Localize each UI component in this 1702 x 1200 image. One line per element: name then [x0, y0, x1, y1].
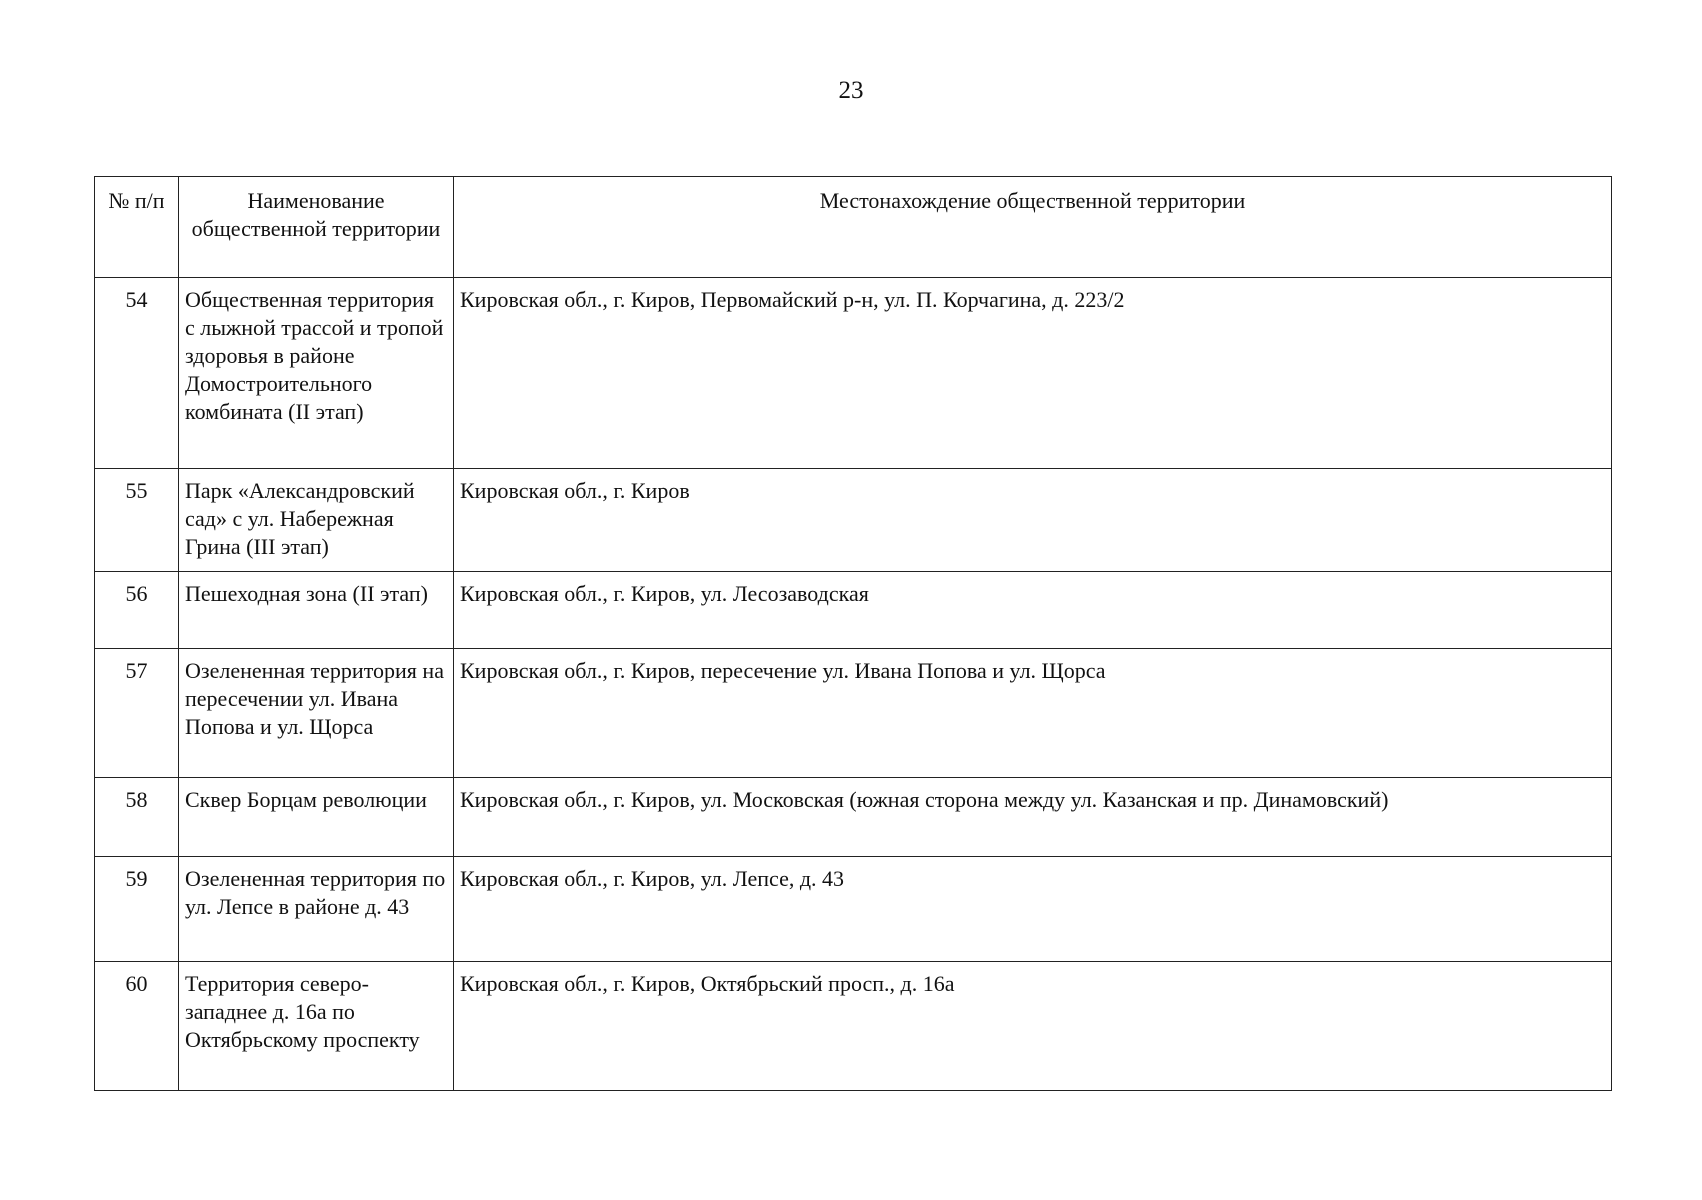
row-number: 58	[95, 778, 179, 857]
row-name: Пешеходная зона (II этап)	[179, 572, 454, 649]
table-row	[95, 962, 1612, 1091]
row-location: Кировская обл., г. Киров, ул. Московская (южная сторона между ул. Казанская и пр. Динамовский)	[454, 778, 1612, 857]
row-number: 56	[95, 572, 179, 649]
table-row	[95, 572, 1612, 649]
row-location: Кировская обл., г. Киров, Октябрьский просп., д. 16а	[454, 962, 1612, 1091]
row-name: Территория северо-западнее д. 16а по Октябрьскому проспекту	[179, 962, 454, 1091]
row-name: Парк «Александровский сад» с ул. Набережная Грина (III этап)	[179, 469, 454, 572]
row-number: 59	[95, 857, 179, 962]
row-location: Кировская обл., г. Киров, пересечение ул. Ивана Попова и ул. Щорса	[454, 649, 1612, 778]
row-number: 55	[95, 469, 179, 572]
page-number: 23	[838, 77, 864, 104]
header-location: Местонахождение общественной территории	[454, 177, 1612, 278]
table-header-row	[95, 177, 1612, 278]
table-row	[95, 778, 1612, 857]
row-number: 60	[95, 962, 179, 1091]
table-row	[95, 649, 1612, 778]
territories-table	[94, 176, 1612, 1091]
row-name: Озелененная территория по ул. Лепсе в районе д. 43	[179, 857, 454, 962]
table-row	[95, 278, 1612, 469]
header-name: Наименование общественной территории	[179, 177, 454, 278]
row-location: Кировская обл., г. Киров, Первомайский р-н, ул. П. Корчагина, д. 223/2	[454, 278, 1612, 469]
row-location: Кировская обл., г. Киров	[454, 469, 1612, 572]
row-name: Сквер Борцам революции	[179, 778, 454, 857]
row-location: Кировская обл., г. Киров, ул. Лепсе, д. 43	[454, 857, 1612, 962]
row-name: Общественная территория с лыжной трассой и тропой здоровья в районе Домостроительного комбината (II этап)	[179, 278, 454, 469]
row-location: Кировская обл., г. Киров, ул. Лесозаводская	[454, 572, 1612, 649]
table-row	[95, 469, 1612, 572]
header-number: № п/п	[95, 177, 179, 278]
table-row	[95, 857, 1612, 962]
row-name: Озелененная территория на пересечении ул. Ивана Попова и ул. Щорса	[179, 649, 454, 778]
row-number: 54	[95, 278, 179, 469]
row-number: 57	[95, 649, 179, 778]
